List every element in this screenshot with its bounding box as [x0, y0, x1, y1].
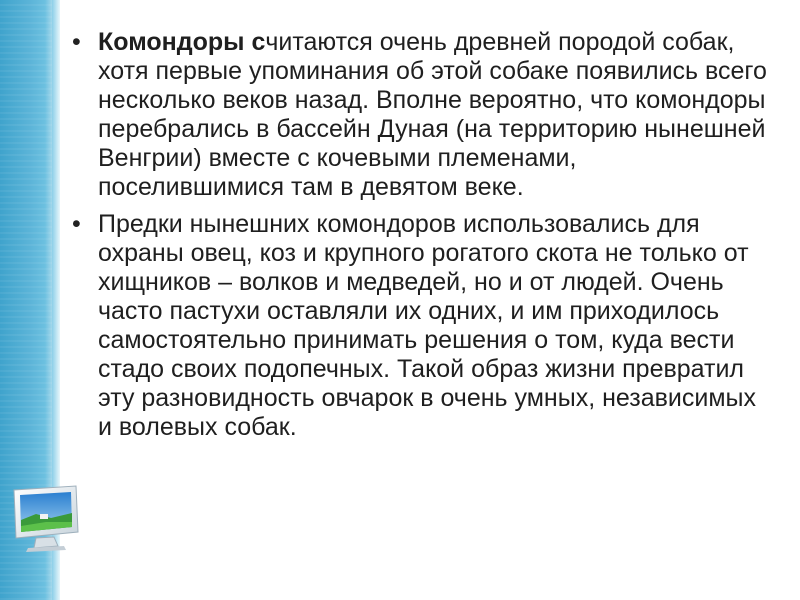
bullet-marker: •: [72, 210, 81, 238]
bullet-item-1: [68, 28, 768, 202]
monitor-landscape-icon: [6, 480, 86, 560]
bullet-1-bold-lead: Комондоры с: [98, 28, 266, 56]
bullet-marker: •: [72, 28, 81, 56]
bullet-1-text: читаются очень древней породой собак, хотя первые упоминания об этой собаке появились всего несколько веков назад. Вполне вероятно, что комондоры перебрались в бассейн Дуная (на территорию нынешней Венгрии) вместе с кочевыми племенами, поселившимися там в девятом веке.: [98, 28, 767, 201]
bullet-2-text: Предки нынешних комондоров использовались для охраны овец, коз и крупного рогатого скота не только от хищников – волков и медведей, но и от людей. Очень часто пастухи оставляли их одних, и им приходилось самостоятельно принимать решения о том, куда вести стадо своих подопечных. Такой образ жизни превратил эту разновидность овчарок в очень умных, независимых и волевых собак.: [98, 210, 756, 441]
bullet-item-2: [68, 210, 768, 442]
slide-content: [68, 28, 768, 450]
bullet-list: [68, 28, 768, 442]
